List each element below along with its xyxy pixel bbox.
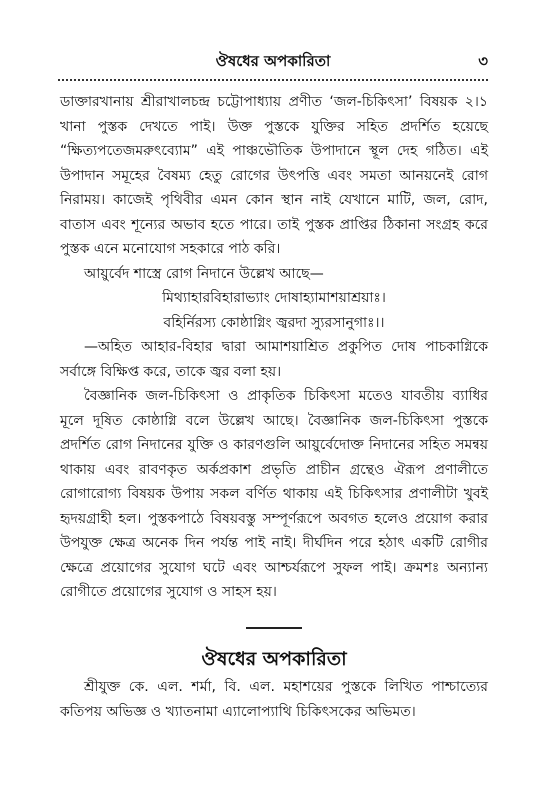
paragraph-4: শ্রীযুক্ত কে. এল. শর্মা, বি. এল. মহাশয়ের পুস্তকে লিখিত পাশ্চাত্যের কতিপয় অভিজ্ঞ ও খ্যাতনামা এ্যালোপ্যাথি চিকিৎসকের অভিমত। <box>60 679 488 720</box>
section-separator <box>246 627 302 629</box>
verse-line-1: মিথ্যাহারবিহারাভ্যাং দোষাহ্যামাশয়াশ্রয়াঃ। <box>162 290 386 306</box>
verse-line-2: বহির্নিরস্য কোষ্ঠাগ্নিং জ্বরদা স্যুরসানুগাঃ।। <box>163 314 385 331</box>
paragraph-1: ডাক্তারখানায় শ্রীরাখালচন্দ্র চট্টোপাধ্যায় প্রণীত ‘জল-চিকিৎসা’ বিষয়ক ২।১ খানা পুস্তক দেখতে পাই। উক্ত পুস্তকে যুক্তির সহিত প্রদর্শিত হয়েছে “ক্ষিত্যপতেজমরুৎব্যোম” এই পাঞ্চভৌতিক উপাদানে স্থূল দেহ গঠিত। এই উপাদান সমূহের বৈষম্য হেতু রোগের উৎপত্তি এবং সমতা আনয়নেই রোগ নিরাময়। কাজেই পৃথিবীর এমন কোন স্থান নাই যেখানে মাটি, জল, রোদ, বাতাস এবং শূন্যের অভাব হতে পারে। তাই পুস্তক প্রাপ্তির ঠিকানা সংগ্রহ করে পুস্তক এনে মনোযোগ সহকারে পাঠ করি। <box>60 94 488 257</box>
ayurveda-intro: আয়ুর্বেদ শাস্ত্রে রোগ নিদানে উল্লেখ আছে— <box>84 265 324 282</box>
paragraph-2: —অহিত আহার-বিহার দ্বারা আমাশয়াশ্রিত প্রকুপিত দোষ পাচকাগ্নিকে সর্বাঙ্গে বিক্ষিপ্ত করে, তাকে জ্বর বলা হয়। <box>60 339 488 380</box>
header-divider <box>58 79 488 81</box>
page-body <box>60 90 488 724</box>
page-number: ৩ <box>478 52 488 70</box>
sanskrit-verse <box>60 286 488 335</box>
running-title: ঔষধের অপকারিতা <box>215 52 331 70</box>
paragraph-3: বৈজ্ঞানিক জল-চিকিৎসা ও প্রাকৃতিক চিকিৎসা মতেও যাবতীয় ব্যাধির মূলে দূষিত কোষ্ঠাগ্নি বলে উল্লেখ আছে। বৈজ্ঞানিক জল-চিকিৎসা পুস্তকে প্রদর্শিত রোগ নিদানের যুক্তি ও কারণগুলি আয়ুর্বেদোক্ত নিদানের সহিত সমন্বয় থাকায় এবং রাবণকৃত অর্কপ্রকাশ প্রভৃতি প্রাচীন গ্রন্থেও ঐরূপ প্রণালীতে রোগারোগ্য বিষয়ক উপায় সকল বর্ণিত থাকায় এই চিকিৎসার প্রণালীটা খুবই হৃদয়গ্রাহী হল। পুস্তকপাঠে বিষয়বস্তু সম্পূর্ণরূপে অবগত হলেও প্রয়োগ করার উপযুক্ত ক্ষেত্র অনেক দিন পর্যন্ত পাই নাই। দীর্ঘদিন পরে হঠাৎ একটি রোগীর ক্ষেত্রে প্রয়োগের সুযোগ ঘটে এবং আশ্চর্যরূপে সুফল পাই। ক্রমশঃ অন্যান্য রোগীতে প্রয়োগের সুযোগ ও সাহস হয়। <box>60 388 488 600</box>
section-title: ঔষধের অপকারিতা <box>201 647 347 670</box>
page-header <box>58 50 488 74</box>
